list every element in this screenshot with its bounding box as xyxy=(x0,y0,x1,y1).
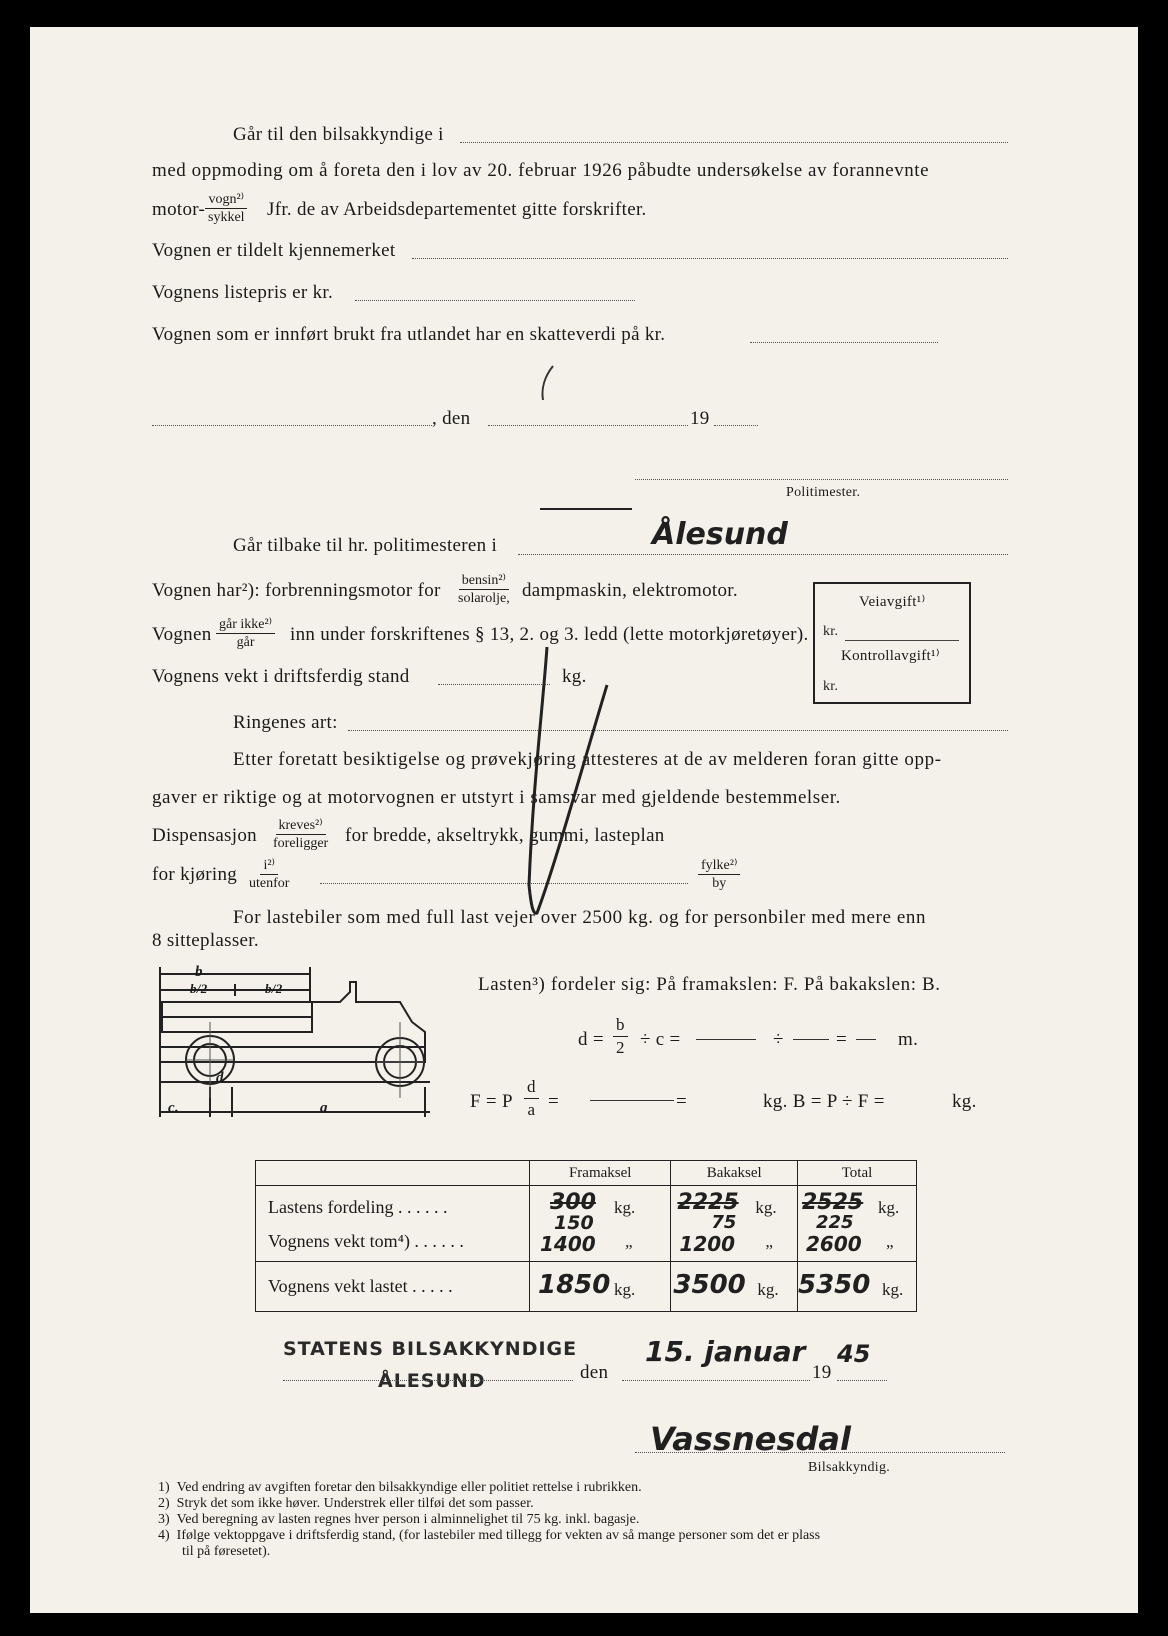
dispensasjon-text: for bredde, akseltrykk, gummi, lasteplan xyxy=(345,825,665,846)
date-field[interactable] xyxy=(488,425,688,426)
table-header-blank xyxy=(256,1161,530,1186)
place-field[interactable] xyxy=(152,425,432,426)
fram-tom: 1400 xyxy=(540,1232,596,1256)
listepris-field[interactable] xyxy=(355,300,635,301)
table-header-total: Total xyxy=(798,1161,917,1186)
table-header-bakaksel: Bakaksel xyxy=(671,1161,798,1186)
check-mark xyxy=(485,645,615,935)
den-label-2: den xyxy=(580,1362,609,1383)
ringenes-field[interactable] xyxy=(348,730,1008,731)
footnote-1: 1) Ved endring av avgiften foretar den bilsakkyndige eller politiet rettelse i rubrikken. xyxy=(158,1480,642,1495)
stamp-line xyxy=(283,1380,573,1381)
formula-field-1[interactable] xyxy=(696,1039,756,1040)
d-over-a: $\frac{d}{a}$ xyxy=(524,1076,539,1121)
table-row xyxy=(256,1262,917,1312)
ringenes-label: Ringenes art: xyxy=(233,712,338,733)
skatteverdi-label: Vognen som er innført brukt fra utlandet har en skatteverdi på kr. xyxy=(152,324,666,345)
listepris-label: Vognens listepris er kr. xyxy=(152,282,334,303)
stamp-line-2: ÅLESUND xyxy=(378,1370,486,1392)
row-label-vekt-tom: Vognens vekt tom⁴) . . . . . . xyxy=(268,1230,464,1251)
formula-kg: kg. xyxy=(952,1091,977,1112)
dim-c: c. xyxy=(168,1100,180,1116)
formula-eq: = xyxy=(836,1029,848,1050)
bensin-solarolje-fraction: bensin²⁾ solarolje, xyxy=(458,573,510,606)
dim-a: a xyxy=(320,1100,328,1116)
fram-cell[interactable]: 300 kg. 150 1400 „ xyxy=(530,1186,671,1262)
tilbake-field[interactable] xyxy=(518,554,1008,555)
motor-prefix: motor- xyxy=(152,199,206,220)
vekt-label: Vognens vekt i driftsferdig stand xyxy=(152,666,410,687)
total-tom-top: 225 xyxy=(816,1212,854,1233)
kontrollavgift-kr: kr. xyxy=(823,679,839,694)
vekt-unit: kg. xyxy=(562,666,587,687)
handwritten-place: Ålesund xyxy=(652,517,788,552)
veiavgift-label: Veiavgift¹⁾ xyxy=(859,594,926,610)
handwritten-year: 45 xyxy=(837,1340,871,1368)
pen-mark xyxy=(535,362,565,412)
footnote-2: 2) Stryk det som ikke høver. Understrek eller tilføi det som passer. xyxy=(158,1496,534,1511)
fram-lastet-cell[interactable]: 1850 kg. xyxy=(530,1262,671,1312)
total-cell[interactable]: 2525 kg. 225 2600 „ xyxy=(798,1186,917,1262)
motor-label: Vognen har²): forbrenningsmotor for xyxy=(152,580,441,601)
formula-m: m. xyxy=(898,1029,919,1050)
total-lastens: 2525 xyxy=(802,1190,864,1215)
lasten-line: Lasten³) fordeler sig: På framakslen: F. På bakakslen: B. xyxy=(478,974,941,995)
intro-line-2: med oppmoding om å foreta den i lov av 20. februar 1926 påbudte undersøkelse av forannevnte xyxy=(152,160,930,181)
year-prefix: 19 xyxy=(690,408,710,429)
footnote-4-cont: til på føresetet). xyxy=(182,1544,271,1559)
kjennemerke-label: Vognen er tildelt kjennemerket xyxy=(152,240,396,261)
kjoring-label: for kjøring xyxy=(152,864,238,885)
lastebil-line-2: 8 sitteplasser. xyxy=(152,930,259,951)
fylke-by-fraction: fylke²⁾ by xyxy=(698,857,740,892)
footnote-3: 3) Ved beregning av lasten regnes hver person i alminnelighet til 75 kg. inkl. bagasje. xyxy=(158,1512,640,1527)
date-field-2[interactable] xyxy=(622,1380,810,1381)
handwritten-date: 15. januar xyxy=(645,1335,806,1368)
gaar-text: inn under forskriftenes § 13, 2. og 3. ledd (lette motorkjøretøyer). xyxy=(290,624,809,645)
bak-cell[interactable]: 2225 kg. 75 1200 „ xyxy=(671,1186,798,1262)
skatteverdi-field[interactable] xyxy=(750,342,938,343)
fram-lastens: 300 xyxy=(550,1190,596,1215)
fill-line[interactable] xyxy=(460,142,1008,143)
formula-F-eq: = xyxy=(548,1091,560,1112)
avgift-box xyxy=(813,582,971,704)
year-field[interactable] xyxy=(714,425,758,426)
formula-field-3[interactable] xyxy=(856,1039,876,1040)
bak-tom-top: 75 xyxy=(711,1212,737,1233)
tilbake-label: Går tilbake til hr. politimesteren i xyxy=(233,535,498,556)
bilsakkyndig-label: Bilsakkyndig. xyxy=(808,1460,891,1475)
stamp-line-1: STATENS BILSAKKYNDIGE xyxy=(283,1338,578,1360)
formula-B: kg. B = P ÷ F = xyxy=(763,1091,885,1112)
total-lastet: 5350 xyxy=(798,1270,871,1300)
dim-b: b xyxy=(195,964,203,980)
den-label: , den xyxy=(432,408,471,429)
year-prefix-2: 19 xyxy=(812,1362,832,1383)
kjennemerke-field[interactable] xyxy=(412,258,1008,259)
dim-b2-left: b/2 xyxy=(190,981,208,996)
formula-d: d = xyxy=(578,1029,604,1050)
row-label-lastens: Lastens fordeling . . . . . . xyxy=(268,1196,448,1217)
signature: Vassnesdal xyxy=(650,1420,851,1458)
lastebil-line-1: For lastebiler som med full last vejer over 2500 kg. og for personbiler med mere enn xyxy=(233,907,927,928)
i-utenfor-fraction: i²⁾ utenfor xyxy=(249,858,290,891)
politimester-signature-field[interactable] xyxy=(635,479,1008,480)
total-lastet-cell[interactable]: 5350 kg. xyxy=(798,1262,917,1312)
footnote-4: 4) Ifølge vektoppgave i driftsferdig stand, (for lastebiler med tillegg for vekten av så mange personer som det er plass xyxy=(158,1528,821,1543)
intro-line-3: Jfr. de av Arbeidsdepartementet gitte forskrifter. xyxy=(267,199,647,220)
intro-line-1: Går til den bilsakkyndige i xyxy=(233,124,444,145)
attest-line-1: Etter foretatt besiktigelse og prøvekjøring attesteres at de av melderen foran gitte opp- xyxy=(233,749,942,770)
table-header-framaksel: Framaksel xyxy=(530,1161,671,1186)
total-tom: 2600 xyxy=(806,1232,862,1256)
bak-tom: 1200 xyxy=(679,1232,736,1256)
politimester-label: Politimester. xyxy=(786,485,861,500)
b-over-2: $\frac{b}{2}$ xyxy=(613,1014,628,1059)
formula-c: ÷ c = xyxy=(640,1029,681,1050)
row-label-lastet: Vognens vekt lastet . . . . . xyxy=(256,1262,530,1312)
signature-line[interactable] xyxy=(635,1452,1005,1453)
weight-table xyxy=(255,1160,917,1312)
vogn-sykkel-fraction: vogn²⁾ sykkel xyxy=(205,191,248,226)
formula-eq2: = xyxy=(676,1091,688,1112)
bak-lastens: 2225 xyxy=(677,1190,739,1215)
dim-b2-right: b/2 xyxy=(265,981,283,996)
kreves-fraction: kreves²⁾ foreligger xyxy=(273,818,329,851)
formula-minus: ÷ xyxy=(773,1029,784,1050)
bak-lastet-cell[interactable]: 3500 kg. xyxy=(671,1262,798,1312)
fram-lastet: 1850 xyxy=(538,1270,611,1300)
motor-types: dampmaskin, elektromotor. xyxy=(522,580,738,601)
formula-F: F = P xyxy=(470,1091,513,1112)
bak-lastet: 3500 xyxy=(673,1270,746,1300)
formula-field-2[interactable] xyxy=(793,1039,829,1040)
gaar-prefix: Vognen xyxy=(152,624,212,645)
dim-d: d xyxy=(216,1070,224,1086)
fram-tom-top: 150 xyxy=(554,1212,594,1234)
separator xyxy=(540,508,632,510)
attest-line-2: gaver er riktige og at motorvognen er utstyrt i samsvar med gjeldende bestemmelser. xyxy=(152,787,841,808)
kontrollavgift-label: Kontrollavgift¹⁾ xyxy=(841,648,940,664)
formula-field-4[interactable] xyxy=(590,1100,674,1101)
veiavgift-kr: kr. xyxy=(823,624,839,639)
dispensasjon-label: Dispensasjon xyxy=(152,825,257,846)
gaar-fraction: går ikke²⁾ går xyxy=(216,616,275,651)
table-row xyxy=(256,1186,917,1262)
